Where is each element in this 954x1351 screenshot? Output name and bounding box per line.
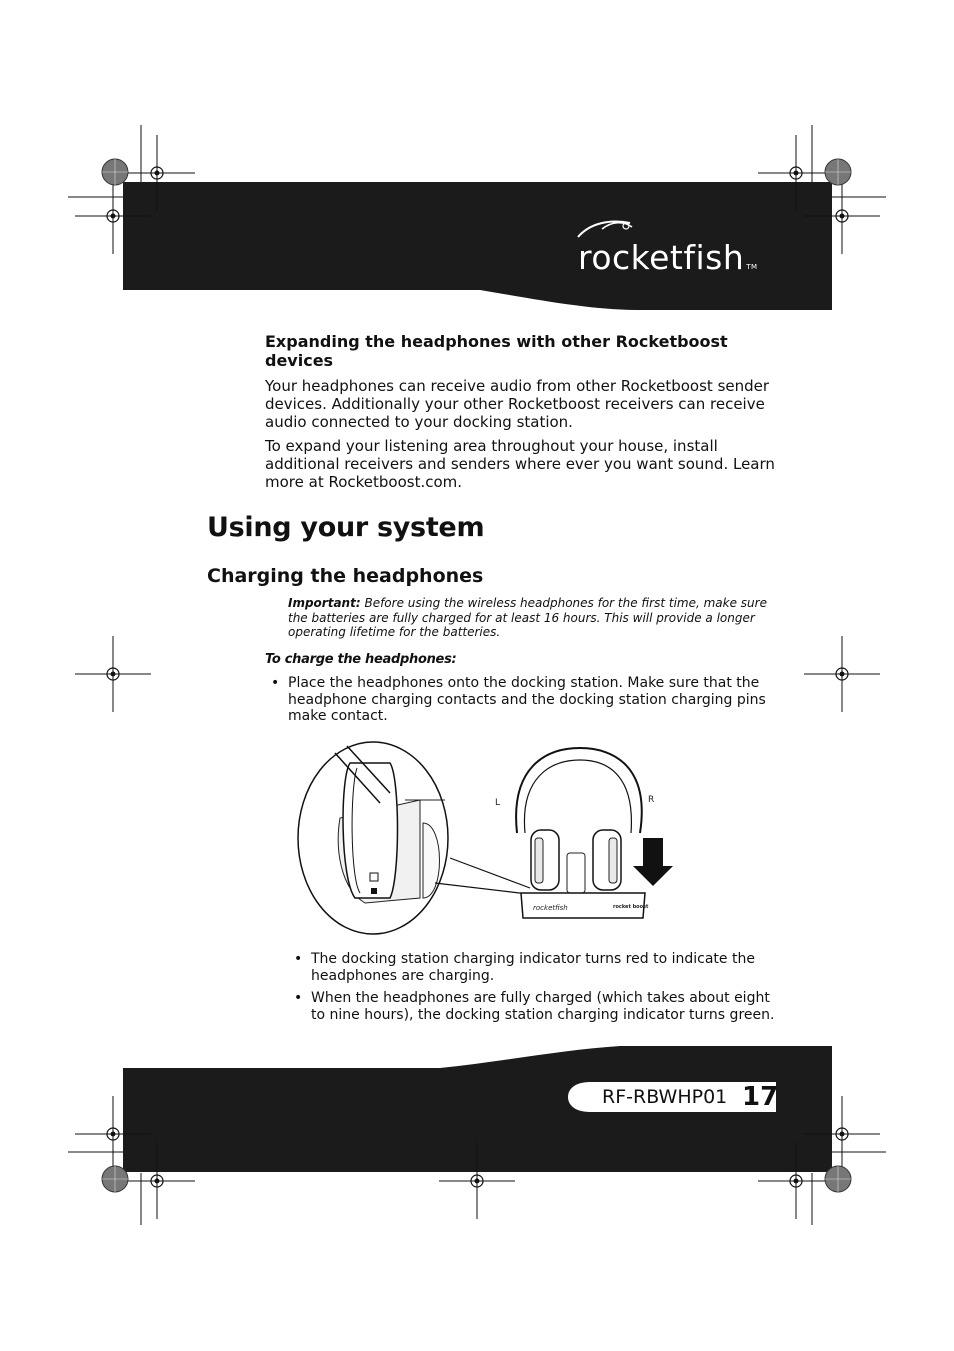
dock-model-label: rocket boost (613, 904, 649, 910)
header-band (0, 0, 954, 330)
brand-logo-text: rocketfish (578, 238, 745, 277)
brand-logo (578, 238, 758, 277)
footer-band (0, 1040, 954, 1180)
docking-illustration (295, 738, 680, 938)
section-heading-expanding: Expanding the headphones with other Rocketboost devices (265, 332, 728, 370)
bullet-icon: • (271, 675, 280, 691)
bullet-text: When the headphones are fully charged (which takes about eight to nine hours), the docking station charging indicator turns green. (311, 990, 775, 1023)
section-heading-charging: Charging the headphones (207, 565, 484, 587)
important-label: Important: (288, 596, 361, 610)
dock-brand-label: rocketfish (533, 904, 568, 912)
left-ear-label: L (495, 798, 501, 808)
bullet-icon: • (294, 990, 303, 1006)
bullet-text: Place the headphones onto the docking station. Make sure that the headphone charging contacts and the docking station charging pins make contact. (288, 675, 766, 724)
right-ear-label: R (648, 795, 655, 805)
paragraph-receive-audio: Your headphones can receive audio from other Rocketboost sender devices. Additionally your other Rocketboost receivers can receive audio connected to your docking station. (265, 377, 770, 431)
paragraph-expand-area: To expand your listening area throughout your house, install additional receivers and senders where ever you want sound. Learn more at Rocketboost.com. (265, 437, 775, 491)
procedure-title: To charge the headphones: (265, 652, 457, 667)
important-text: Before using the wireless headphones for the first time, make sure the batteries are fully charged for at least 16 hours. This will provide a longer operating lifetime for the batteries. (288, 596, 767, 639)
list-item (294, 951, 781, 984)
bullet-icon: • (294, 951, 303, 967)
important-note (288, 596, 778, 640)
list-item (294, 990, 781, 1023)
bullet-text: The docking station charging indicator turns red to indicate the headphones are charging. (311, 951, 755, 984)
list-item (271, 675, 768, 725)
page-number: 17 (742, 1082, 779, 1112)
page-title: Using your system (207, 512, 485, 543)
model-number: RF-RBWHP01 (602, 1086, 728, 1108)
trademark-mark: TM (746, 263, 758, 271)
